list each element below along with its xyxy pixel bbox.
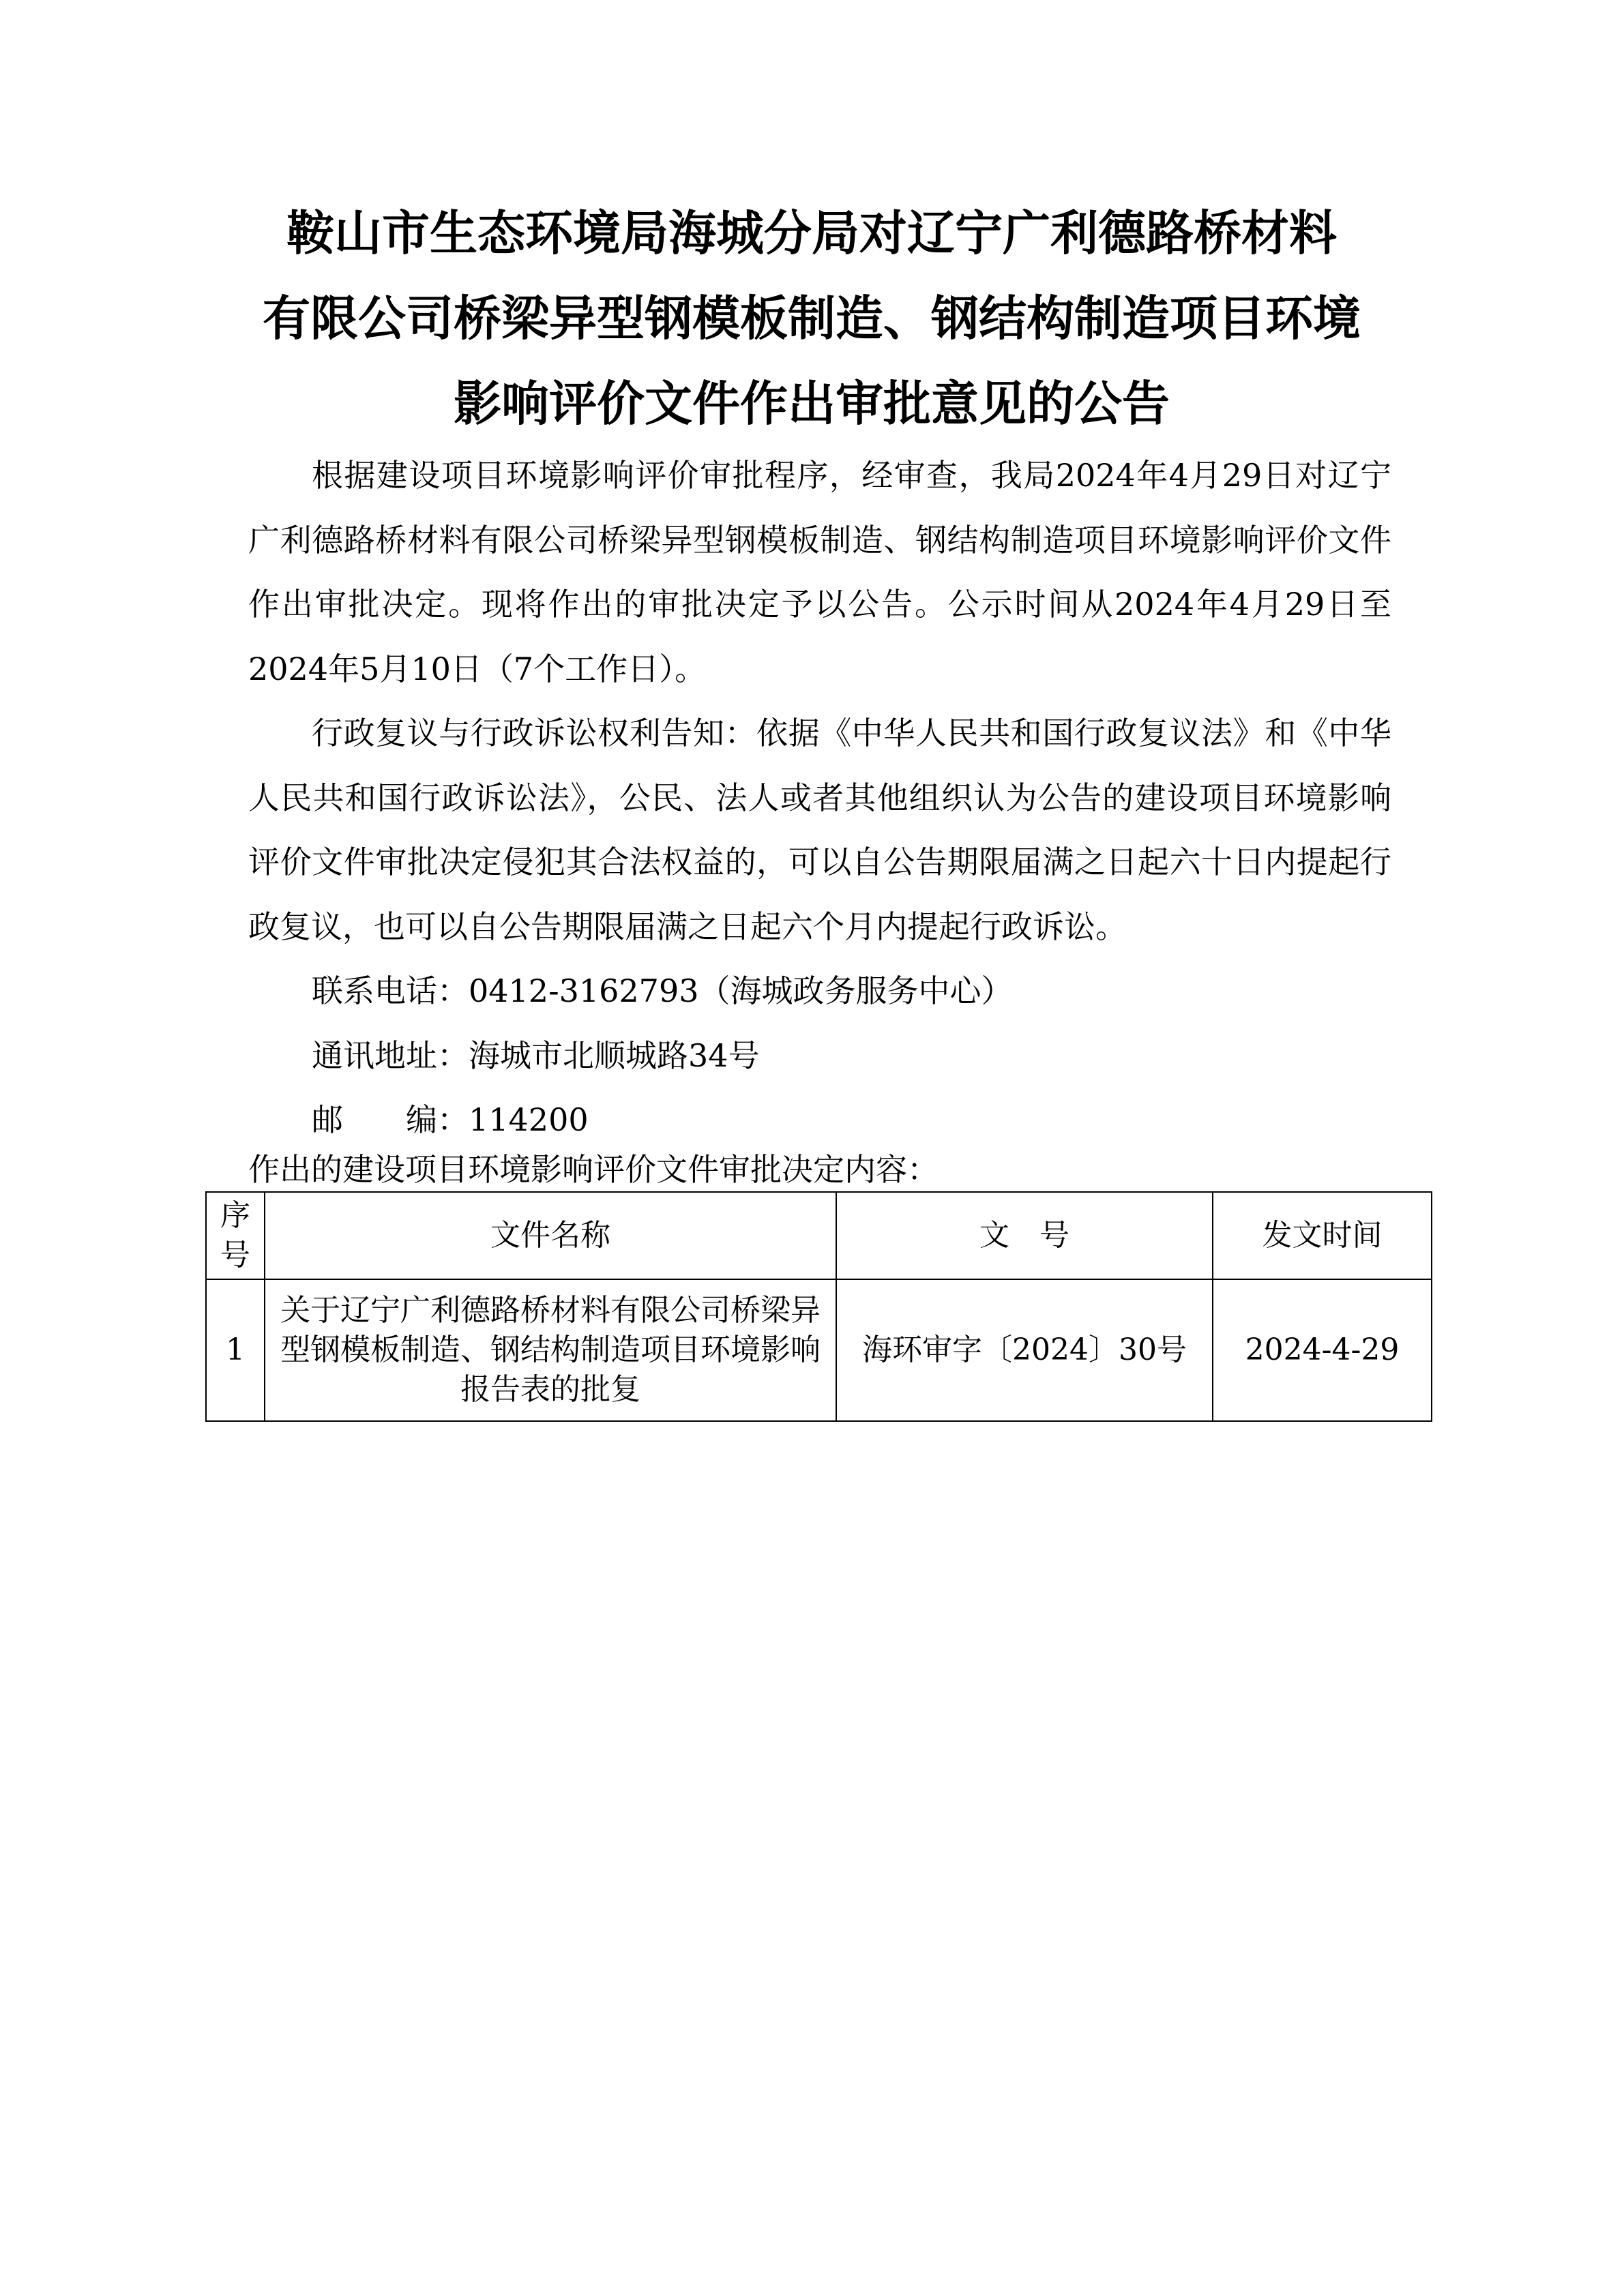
paragraph-rights-notice: 行政复议与行政诉讼权利告知：依据《中华人民共和国行政复议法》和《中华人民共和国行政诉讼法》，公民、法人或者其他组织认为公告的建设项目环境影响评价文件审批决定侵犯其合法权益的，可以自公告期限届满之日起六十日内提起行政复议，也可以自公告期限届满之日起六个月内提起行政诉讼。 [248, 715, 1391, 945]
title-line: 影响评价文件作出审批意见的公告 [454, 376, 1170, 432]
contact-phone: 联系电话：0412-3162793（海城政务服务中心） [312, 972, 1013, 1009]
contact-postcode: 邮 编：114200 [312, 1101, 589, 1138]
cell-file-name: 关于辽宁广利德路桥材料有限公司桥梁异型钢模板制造、钢结构制造项目环境影响报告表的批复 [265, 1279, 836, 1421]
paragraph-approval: 根据建设项目环境影响评价审批程序，经审查，我局2024年4月29日对辽宁广利德路桥材料有限公司桥梁异型钢模板制造、钢结构制造项目环境影响评价文件作出审批决定。现将作出的审批决定予以公告。公示时间从2024年4月29日至2024年5月10日（7个工作日）。 [248, 457, 1391, 687]
header-file-name: 文件名称 [265, 1192, 836, 1279]
cell-issue-date: 2024-4-29 [1213, 1279, 1432, 1421]
title-line: 鞍山市生态环境局海城分局对辽宁广利德路桥材料 [286, 205, 1337, 261]
table-row [206, 1279, 1432, 1421]
table-header-row [206, 1192, 1432, 1279]
cell-seq: 1 [206, 1279, 265, 1421]
title-line: 有限公司桥梁异型钢模板制造、钢结构制造项目环境 [263, 290, 1361, 346]
header-issue-date: 发文时间 [1213, 1192, 1432, 1279]
decision-table [205, 1191, 1432, 1422]
table-lead: 作出的建设项目环境影响评价文件审批决定内容： [248, 1151, 939, 1188]
page-title [225, 191, 1398, 447]
cell-doc-number: 海环审字〔2024〕30号 [836, 1279, 1213, 1421]
header-doc-number: 文 号 [836, 1192, 1213, 1279]
document-body [248, 443, 1391, 1152]
header-seq: 序号 [206, 1192, 265, 1279]
contact-address: 通讯地址：海城市北顺城路34号 [312, 1037, 760, 1074]
